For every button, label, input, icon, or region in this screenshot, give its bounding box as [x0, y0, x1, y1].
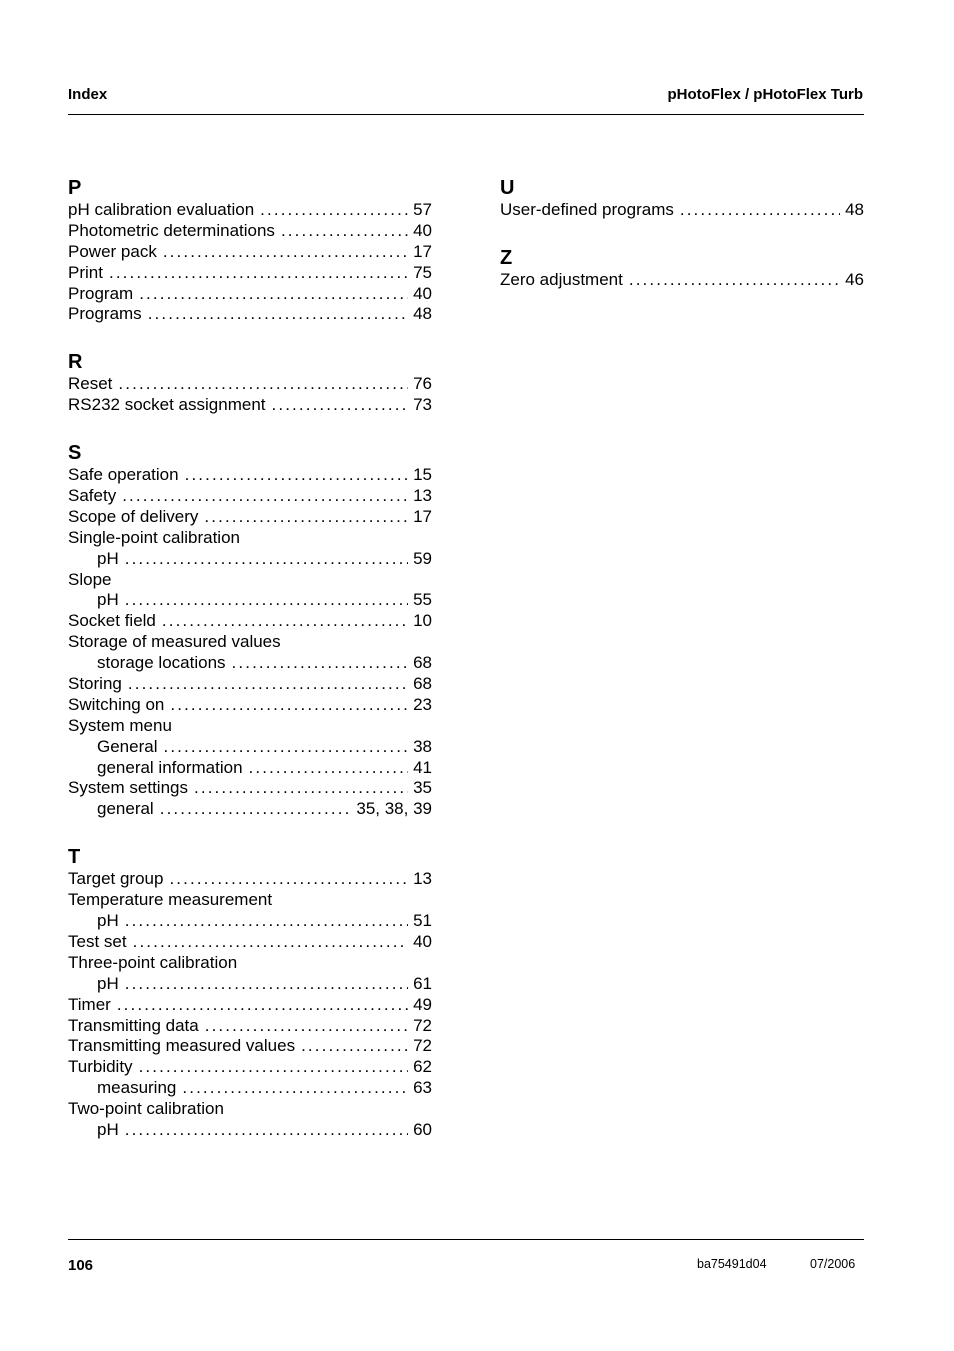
- index-page-ref: 73: [413, 395, 432, 415]
- index-entry: [68, 304, 432, 325]
- index-entry: [68, 528, 432, 549]
- dot-leader: [204, 507, 408, 528]
- index-page-ref: 76: [413, 374, 432, 394]
- index-section-letter: T: [68, 846, 81, 869]
- index-page-ref: 40: [413, 931, 432, 951]
- footer-date: 07/2006: [810, 1257, 856, 1271]
- dot-leader: [109, 263, 408, 284]
- dot-leader: [260, 200, 408, 221]
- index-term: storage locations: [97, 653, 226, 673]
- index-section: [68, 350, 432, 416]
- header-rule: [68, 114, 864, 115]
- dot-leader: [125, 974, 408, 995]
- index-term: Socket field: [68, 611, 156, 631]
- index-subentry: [68, 799, 432, 820]
- index-section-letter: S: [68, 442, 82, 465]
- index-term: general information: [97, 757, 243, 777]
- index-term: System settings: [68, 778, 188, 798]
- index-subentry: [68, 1120, 432, 1141]
- dot-leader: [163, 242, 408, 263]
- dot-leader: [281, 221, 408, 242]
- index-entry: [68, 570, 432, 591]
- index-entry: [68, 1016, 432, 1037]
- index-term: measuring: [97, 1078, 177, 1098]
- index-term: System menu: [68, 715, 172, 735]
- index-entry: [68, 1036, 432, 1057]
- index-entry: [68, 465, 432, 486]
- index-page-ref: 46: [845, 269, 864, 289]
- index-term: General: [97, 736, 158, 756]
- index-entry: [68, 611, 432, 632]
- dot-leader: [148, 304, 408, 325]
- index-term: Scope of delivery: [68, 506, 199, 526]
- index-section-letter: P: [68, 177, 82, 199]
- index-page-ref: 48: [413, 304, 432, 324]
- index-section-letter: U: [500, 177, 515, 199]
- dot-leader: [117, 995, 408, 1016]
- index-page-ref: 49: [413, 994, 432, 1014]
- index-term: Test set: [68, 931, 127, 951]
- dot-leader: [169, 869, 408, 890]
- index-entry: [68, 263, 432, 284]
- dot-leader: [205, 1016, 408, 1037]
- index-section: [68, 441, 432, 820]
- dot-leader: [128, 674, 408, 695]
- index-entry: [68, 674, 432, 695]
- dot-leader: [125, 590, 408, 611]
- dot-leader: [139, 1057, 409, 1078]
- dot-leader: [162, 611, 408, 632]
- index-entry: [500, 200, 864, 221]
- index-page-ref: 68: [413, 653, 432, 673]
- footer-rule: [68, 1239, 864, 1240]
- index-section-letter: Z: [500, 246, 513, 269]
- index-entry: [68, 1057, 432, 1078]
- index-term: pH: [97, 911, 119, 931]
- dot-leader: [182, 1078, 408, 1099]
- dot-leader: [629, 270, 840, 291]
- index-entry: [68, 284, 432, 305]
- index-term: Target group: [68, 869, 164, 889]
- index-page-ref: 41: [413, 757, 432, 777]
- index-section-letter: R: [68, 351, 83, 374]
- dot-leader: [125, 549, 408, 570]
- index-page-ref: 35, 38, 39: [356, 799, 432, 819]
- dot-leader: [185, 465, 408, 486]
- index-page-ref: 68: [413, 674, 432, 694]
- index-term: Transmitting measured values: [68, 1036, 296, 1056]
- index-page-ref: 72: [413, 1015, 432, 1035]
- index-page-ref: 23: [413, 694, 432, 714]
- index-term: Programs: [68, 304, 142, 324]
- header-section-title: Index: [68, 86, 108, 103]
- index-entry: [68, 507, 432, 528]
- index-page-ref: 48: [845, 200, 864, 219]
- index-page-ref: 63: [413, 1078, 432, 1098]
- index-page-ref: 38: [413, 736, 432, 756]
- dot-leader: [301, 1036, 408, 1057]
- index-term: Photometric determinations: [68, 220, 275, 240]
- index-column-left: [68, 176, 432, 1166]
- index-page-ref: 13: [413, 486, 432, 506]
- dot-leader: [194, 778, 408, 799]
- index-term: Switching on: [68, 694, 165, 714]
- index-term: Safety: [68, 486, 117, 506]
- index-page-ref: 17: [413, 506, 432, 526]
- index-page-ref: 61: [413, 973, 432, 993]
- index-entry: [68, 869, 432, 890]
- index-term: Single-point calibration: [68, 527, 240, 547]
- index-entry: [68, 395, 432, 416]
- dot-leader: [133, 932, 408, 953]
- index-entry: [68, 374, 432, 395]
- index-term: pH: [97, 590, 119, 610]
- index-page-ref: 62: [413, 1057, 432, 1077]
- index-subentry: [68, 549, 432, 570]
- index-entry: [68, 200, 432, 221]
- header-product-name: pHotoFlex / pHotoFlex Turb: [667, 86, 863, 103]
- index-term: Program: [68, 283, 134, 303]
- index-page-ref: 72: [413, 1036, 432, 1056]
- footer-doc-id: ba75491d04: [697, 1257, 767, 1271]
- index-term: Two-point calibration: [68, 1099, 224, 1119]
- index-subentry: [68, 1078, 432, 1099]
- footer-page-number: 106: [68, 1257, 94, 1274]
- index-section: [500, 176, 864, 221]
- index-subentry: [68, 737, 432, 758]
- index-page-ref: 75: [413, 262, 432, 282]
- index-term: RS232 socket assignment: [68, 395, 266, 415]
- index-subentry: [68, 590, 432, 611]
- index-section: [68, 176, 432, 325]
- dot-leader: [249, 758, 409, 779]
- dot-leader: [232, 653, 409, 674]
- index-page-ref: 40: [413, 220, 432, 240]
- index-entry: [68, 953, 432, 974]
- index-subentry: [68, 911, 432, 932]
- index-section: [500, 246, 864, 291]
- dot-leader: [125, 1120, 408, 1141]
- index-page-ref: 35: [413, 778, 432, 798]
- dot-leader: [160, 799, 352, 820]
- index-page-ref: 60: [413, 1119, 432, 1139]
- index-subentry: [68, 653, 432, 674]
- index-page-ref: 15: [413, 465, 432, 485]
- index-page-ref: 51: [413, 911, 432, 931]
- index-entry: [68, 890, 432, 911]
- index-term: Safe operation: [68, 465, 179, 485]
- index-section: [68, 845, 432, 1141]
- index-term: Reset: [68, 374, 113, 394]
- index-term: User-defined programs: [500, 200, 674, 219]
- index-entry: [68, 632, 432, 653]
- index-term: Three-point calibration: [68, 952, 238, 972]
- index-term: Storage of measured values: [68, 632, 281, 652]
- index-entry: [500, 270, 864, 291]
- index-entry: [68, 932, 432, 953]
- index-term: pH: [97, 548, 119, 568]
- index-entry: [68, 778, 432, 799]
- dot-leader: [272, 395, 409, 416]
- index-entry: [68, 242, 432, 263]
- index-entry: [68, 1099, 432, 1120]
- index-term: pH: [97, 973, 119, 993]
- index-page-ref: 40: [413, 283, 432, 303]
- dot-leader: [163, 737, 408, 758]
- index-term: pH calibration evaluation: [68, 200, 255, 219]
- index-term: Timer: [68, 994, 111, 1014]
- index-term: Print: [68, 262, 103, 282]
- index-term: pH: [97, 1119, 119, 1139]
- index-entry: [68, 695, 432, 716]
- index-subentry: [68, 974, 432, 995]
- index-term: Power pack: [68, 241, 157, 261]
- index-page-ref: 17: [413, 241, 432, 261]
- index-page-ref: 13: [413, 869, 432, 889]
- index-term: Zero adjustment: [500, 269, 623, 289]
- index-term: general: [97, 799, 154, 819]
- dot-leader: [118, 374, 408, 395]
- index-term: Turbidity: [68, 1057, 133, 1077]
- index-subentry: [68, 758, 432, 779]
- index-entry: [68, 995, 432, 1016]
- dot-leader: [680, 200, 840, 221]
- index-entry: [68, 716, 432, 737]
- dot-leader: [122, 486, 408, 507]
- index-term: Transmitting data: [68, 1015, 199, 1035]
- index-term: Slope: [68, 569, 112, 589]
- index-term: Temperature measurement: [68, 890, 273, 910]
- index-page-ref: 55: [413, 590, 432, 610]
- index-page-ref: 57: [413, 200, 432, 219]
- index-column-right: [500, 176, 864, 316]
- dot-leader: [139, 284, 408, 305]
- index-page-ref: 10: [413, 611, 432, 631]
- index-term: Storing: [68, 674, 122, 694]
- index-entry: [68, 486, 432, 507]
- index-page-ref: 59: [413, 548, 432, 568]
- dot-leader: [125, 911, 408, 932]
- index-entry: [68, 221, 432, 242]
- dot-leader: [170, 695, 408, 716]
